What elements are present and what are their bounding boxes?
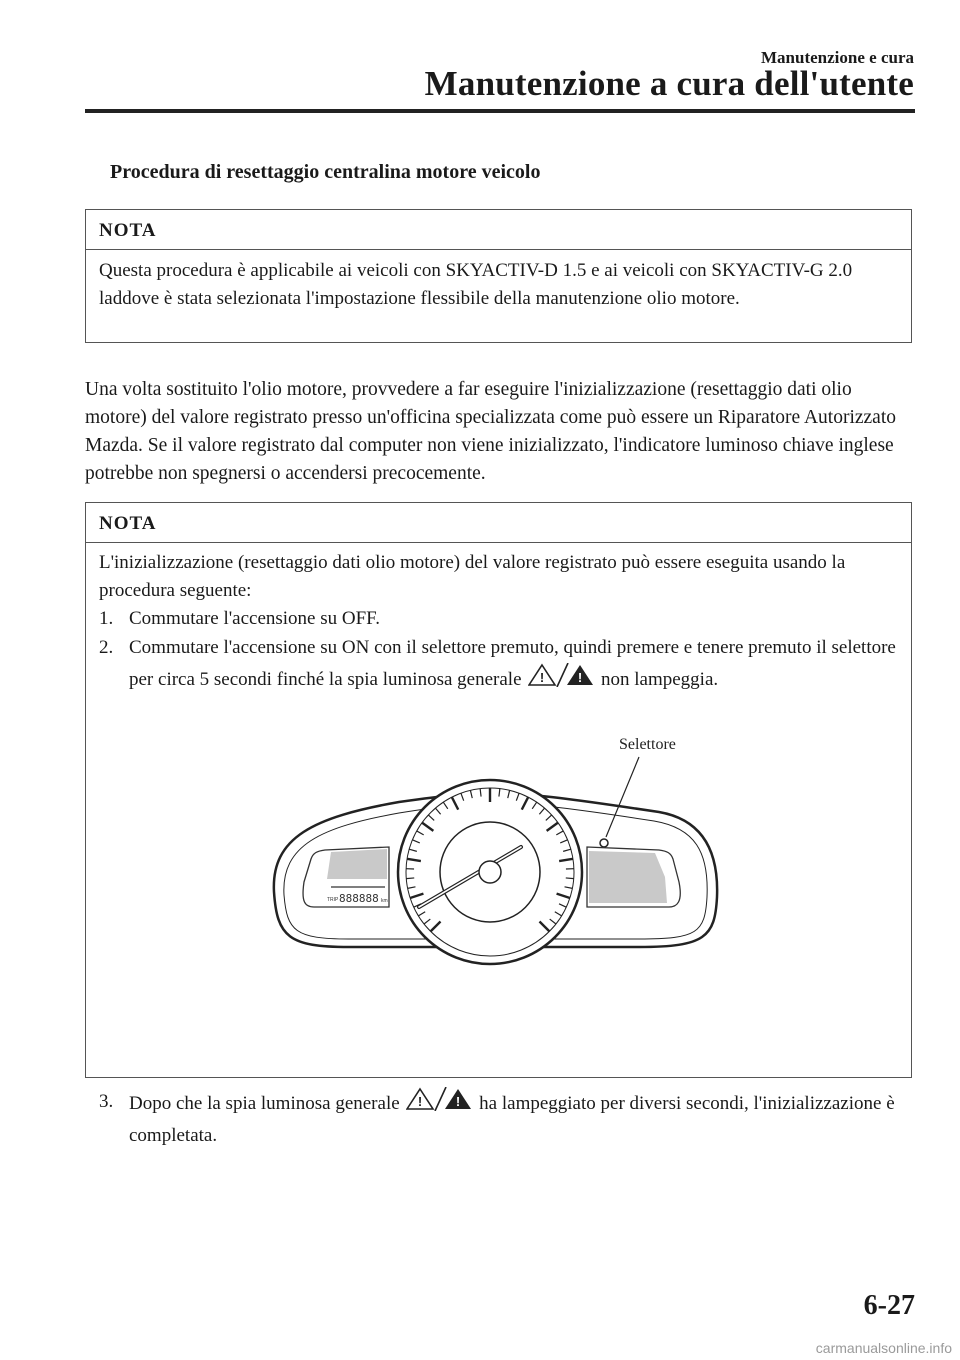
- step-2: [99, 633, 898, 697]
- instrument-cluster-diagram: [99, 697, 899, 1087]
- note-label: NOTA: [86, 503, 911, 543]
- note-intro: L'inizializzazione (resettaggio dati olio motore) del valore registrato può essere eseguita usando la procedura seguente:: [99, 552, 846, 601]
- selector-knob: [600, 839, 608, 847]
- note-body: [86, 543, 911, 1161]
- instrument-cluster-figure: [99, 697, 898, 1087]
- odometer-unit: km: [381, 898, 388, 904]
- svg-text:!: !: [578, 670, 583, 685]
- step-text-end: non lampeggia.: [601, 669, 719, 690]
- page-number: 6-27: [863, 1290, 915, 1321]
- step-text: Dopo che la spia luminosa generale: [129, 1093, 400, 1114]
- step-text: Commutare l'accensione su OFF.: [129, 608, 380, 629]
- step-number: 1.: [99, 608, 114, 629]
- note-label: NOTA: [86, 210, 911, 250]
- step-1: [99, 605, 898, 633]
- svg-text:!: !: [540, 670, 545, 685]
- section-title: Manutenzione e cura: [761, 48, 914, 67]
- step-text: Commutare l'accensione su ON con il selettore premuto, quindi premere e tenere premuto il selettore per circa 5 secondi finché la spia luminosa generale: [129, 637, 896, 690]
- warning-light-icon: [528, 663, 594, 697]
- trip-label: TRIP: [327, 897, 339, 903]
- step-3: [99, 1087, 898, 1151]
- warning-light-icon: [406, 1087, 472, 1121]
- odometer-value: 888888: [339, 892, 379, 905]
- sub-heading: Procedura di resettaggio centralina motore veicolo: [110, 161, 541, 183]
- body-paragraph: Una volta sostituito l'olio motore, provvedere a far eseguire l'inizializzazione (resettaggio dati olio motore) del valore registrato presso un'officina specializzata come può essere un Riparatore Autorizzato Mazda. Se il valore registrato dal computer non viene inizializzato, l'indicatore luminoso chiave inglese potrebbe non spegnersi o accendersi precocemente.: [85, 379, 897, 484]
- note-box-2: [85, 502, 912, 1146]
- step-text-end: ha lampeggiato per diversi secondi, l'inizializzazione è completata.: [129, 1093, 895, 1146]
- callout-label: Selettore: [619, 736, 676, 753]
- watermark: carmanualsonline.info: [815, 1340, 952, 1356]
- note-text: Questa procedura è applicabile ai veicoli con SKYACTIV-D 1.5 e ai veicoli con SKYACTIV-G 2.0 laddove è stata selezionata l'impostazione flessibile della manutenzione olio motore.: [99, 260, 853, 309]
- svg-text:!: !: [418, 1094, 423, 1109]
- dial-tick: [566, 878, 574, 879]
- header-divider: [85, 109, 915, 113]
- step-number: 3.: [99, 1091, 114, 1112]
- step-number: 2.: [99, 637, 114, 658]
- page-title: Manutenzione a cura dell'utente: [424, 64, 914, 103]
- dial-tick: [406, 878, 414, 879]
- svg-text:!: !: [456, 1094, 461, 1109]
- note-box-1: [85, 209, 912, 343]
